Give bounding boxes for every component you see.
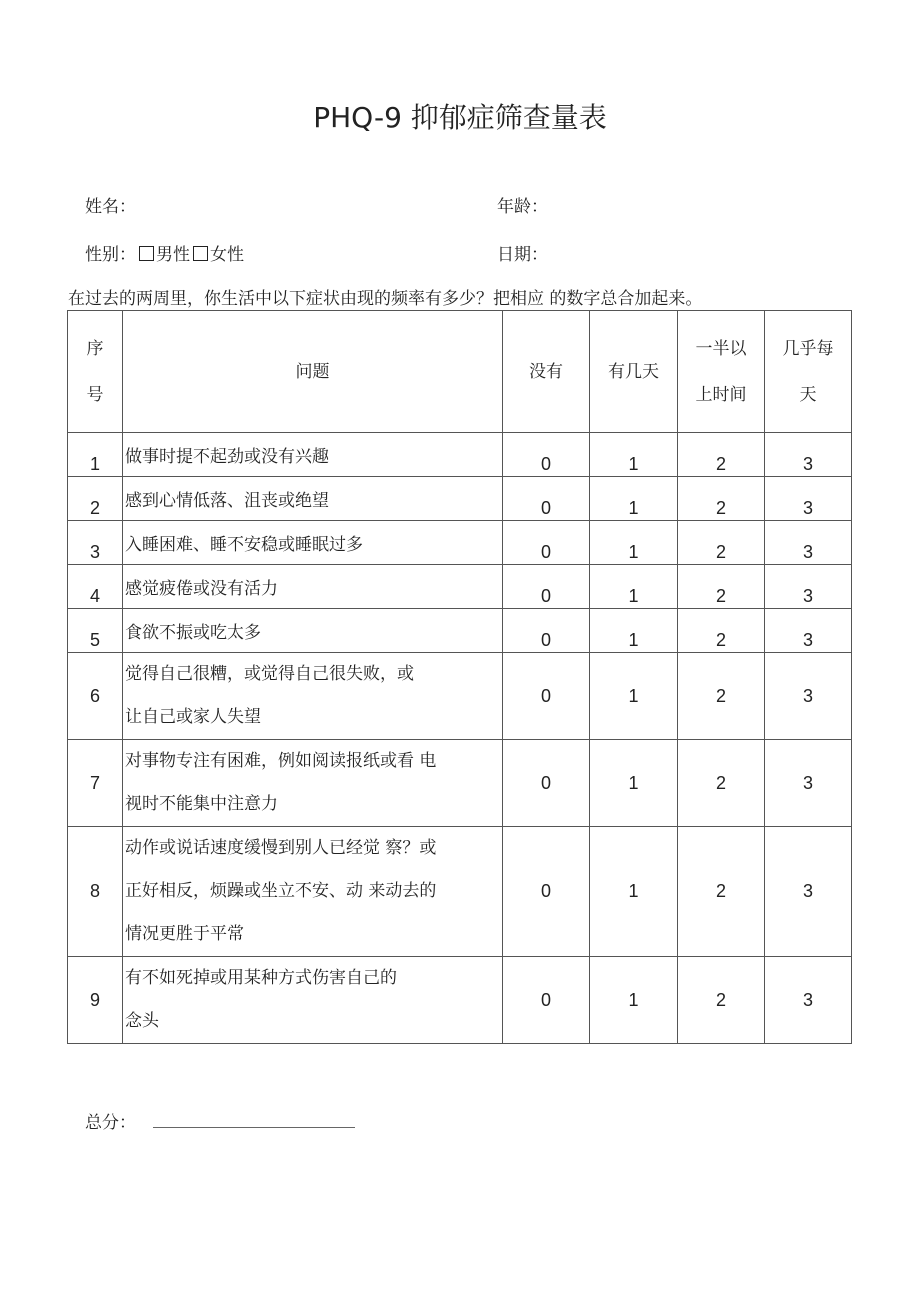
header-nearly-every-day: 几乎每 天 <box>765 311 852 433</box>
score-several-days[interactable]: 1 <box>590 740 678 827</box>
score-nearly-every-day[interactable]: 3 <box>765 653 852 740</box>
page-title: PHQ-9 抑郁症筛查量表 <box>313 101 607 134</box>
female-checkbox[interactable] <box>193 246 208 261</box>
question-line: 动作或说话速度缓慢到别人已经觉 察？或 <box>125 838 437 858</box>
question-line: 对事物专注有困难，例如阅读报纸或看 电 <box>125 751 437 771</box>
row-number: 5 <box>68 609 123 653</box>
age-label: 年龄： <box>497 197 548 217</box>
gender-field <box>85 240 244 265</box>
score-several-days[interactable]: 1 <box>590 477 678 521</box>
table-row <box>68 957 852 1044</box>
row-number: 4 <box>68 565 123 609</box>
question-line: 有不如死掉或用某种方式伤害自己的 <box>125 968 397 988</box>
header-none: 没有 <box>503 311 590 433</box>
phq9-table <box>67 310 852 1044</box>
score-several-days[interactable]: 1 <box>590 653 678 740</box>
score-more-than-half[interactable]: 2 <box>678 740 765 827</box>
score-more-than-half[interactable]: 2 <box>678 609 765 653</box>
table-row <box>68 521 852 565</box>
score-none[interactable]: 0 <box>503 957 590 1044</box>
score-none[interactable]: 0 <box>503 827 590 957</box>
male-checkbox[interactable] <box>139 246 154 261</box>
table-header-row <box>68 311 852 433</box>
total-score-label: 总分： <box>85 1113 136 1133</box>
table-row <box>68 565 852 609</box>
score-several-days[interactable]: 1 <box>590 565 678 609</box>
score-nearly-every-day[interactable]: 3 <box>765 565 852 609</box>
row-number: 9 <box>68 957 123 1044</box>
score-nearly-every-day[interactable]: 3 <box>765 827 852 957</box>
name-label: 姓名： <box>85 197 136 217</box>
date-label: 日期： <box>497 245 548 265</box>
question-text <box>123 609 503 653</box>
question-line: 正好相反，烦躁或坐立不安、动 来动去的 <box>125 881 437 901</box>
score-none[interactable]: 0 <box>503 477 590 521</box>
question-line: 感觉疲倦或没有活力 <box>125 579 278 599</box>
header-more-than-half: 一半以 上时间 <box>678 311 765 433</box>
question-line: 情况更胜于平常 <box>125 924 244 944</box>
score-more-than-half[interactable]: 2 <box>678 521 765 565</box>
header-question: 问题 <box>123 311 503 433</box>
age-field <box>497 192 548 217</box>
row-number: 1 <box>68 433 123 477</box>
total-score-input[interactable] <box>153 1127 355 1128</box>
question-text <box>123 653 503 740</box>
question-text <box>123 827 503 957</box>
row-number: 7 <box>68 740 123 827</box>
question-text <box>123 565 503 609</box>
question-line: 做事时提不起劲或没有兴趣 <box>125 447 329 467</box>
score-none[interactable]: 0 <box>503 565 590 609</box>
score-none[interactable]: 0 <box>503 740 590 827</box>
score-more-than-half[interactable]: 2 <box>678 827 765 957</box>
row-number: 2 <box>68 477 123 521</box>
score-more-than-half[interactable]: 2 <box>678 957 765 1044</box>
score-more-than-half[interactable]: 2 <box>678 433 765 477</box>
score-nearly-every-day[interactable]: 3 <box>765 477 852 521</box>
score-none[interactable]: 0 <box>503 521 590 565</box>
score-nearly-every-day[interactable]: 3 <box>765 609 852 653</box>
score-more-than-half[interactable]: 2 <box>678 477 765 521</box>
score-nearly-every-day[interactable]: 3 <box>765 433 852 477</box>
question-line: 觉得自己很糟，或觉得自己很失败，或 <box>125 664 414 684</box>
row-number: 6 <box>68 653 123 740</box>
row-number: 3 <box>68 521 123 565</box>
question-line: 念头 <box>125 1011 159 1031</box>
score-none[interactable]: 0 <box>503 653 590 740</box>
row-number: 8 <box>68 827 123 957</box>
table-row <box>68 740 852 827</box>
score-several-days[interactable]: 1 <box>590 827 678 957</box>
table-row <box>68 433 852 477</box>
score-nearly-every-day[interactable]: 3 <box>765 521 852 565</box>
score-more-than-half[interactable]: 2 <box>678 653 765 740</box>
table-row <box>68 653 852 740</box>
score-nearly-every-day[interactable]: 3 <box>765 957 852 1044</box>
question-line: 感到心情低落、沮丧或绝望 <box>125 491 329 511</box>
question-line: 入睡困难、睡不安稳或睡眠过多 <box>125 535 363 555</box>
score-several-days[interactable]: 1 <box>590 609 678 653</box>
table-row <box>68 477 852 521</box>
table-row <box>68 609 852 653</box>
score-several-days[interactable]: 1 <box>590 521 678 565</box>
question-text <box>123 957 503 1044</box>
question-line: 让自己或家人失望 <box>125 707 261 727</box>
score-more-than-half[interactable]: 2 <box>678 565 765 609</box>
question-text <box>123 477 503 521</box>
question-text <box>123 433 503 477</box>
female-option-label: 女性 <box>210 245 244 265</box>
header-index: 序 号 <box>68 311 123 433</box>
score-several-days[interactable]: 1 <box>590 433 678 477</box>
gender-label: 性别： <box>85 245 136 265</box>
question-line: 食欲不振或吃太多 <box>125 623 261 643</box>
score-several-days[interactable]: 1 <box>590 957 678 1044</box>
question-text <box>123 521 503 565</box>
name-field <box>85 192 136 217</box>
instruction-text: 在过去的两周里，你生活中以下症状由现的频率有多少？把相应 的数字总合加起来。 <box>68 289 703 309</box>
question-line: 视时不能集中注意力 <box>125 794 278 814</box>
score-none[interactable]: 0 <box>503 609 590 653</box>
score-nearly-every-day[interactable]: 3 <box>765 740 852 827</box>
date-field <box>497 240 548 265</box>
question-text <box>123 740 503 827</box>
header-several-days: 有几天 <box>590 311 678 433</box>
table-row <box>68 827 852 957</box>
male-option-label: 男性 <box>156 245 190 265</box>
score-none[interactable]: 0 <box>503 433 590 477</box>
